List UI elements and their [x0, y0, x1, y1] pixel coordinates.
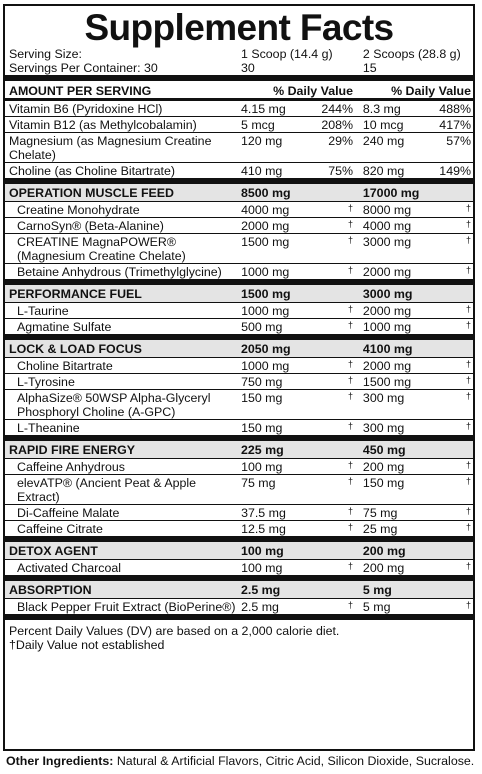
- other-ingredients-text: Natural & Artificial Flavors, Citric Acid, Silicon Dioxide, Sucralose.: [113, 754, 475, 768]
- ingredient-row: [5, 559, 473, 575]
- ingredient-amount-2: [363, 506, 473, 520]
- ingredient-name: CREATINE MagnaPOWER® (Magnesium Creatine Chelate): [17, 235, 186, 263]
- ingredient-amount-1: [241, 320, 355, 334]
- dagger-mark: †: [348, 600, 354, 610]
- dagger-mark: †: [348, 219, 354, 229]
- dagger-mark: †: [465, 421, 471, 431]
- ingredient-amount-1-value: 12.5 mg: [241, 522, 286, 536]
- dagger-mark: †: [465, 391, 471, 401]
- dagger-mark: †: [465, 359, 471, 369]
- amount-2: [363, 134, 473, 148]
- vitamin-row: [5, 116, 473, 132]
- ingredient-amount-1: [241, 203, 355, 217]
- daily-value-2: 57%: [446, 134, 471, 148]
- blend-name: DETOX AGENT: [9, 544, 98, 558]
- ingredient-amount-2: [363, 421, 473, 435]
- nutrient-name: Vitamin B6 (Pyridoxine HCl): [9, 102, 163, 116]
- ingredient-amount-2: [363, 391, 473, 405]
- ingredient-amount-2-value: 5 mg: [362, 600, 391, 614]
- dagger-mark: †: [348, 375, 354, 385]
- blend-amount-1: 2050 mg: [241, 342, 291, 356]
- ingredient-amount-1: [241, 522, 355, 536]
- ingredient-amount-2: [363, 600, 473, 614]
- ingredient-amount-2-value: 200 mg: [362, 561, 405, 575]
- amount-2: [363, 118, 473, 132]
- ingredient-amount-2: [363, 320, 473, 334]
- blend-header-row: [5, 575, 473, 598]
- serving-size-1: 1 Scoop (14.4 g): [241, 47, 333, 61]
- servings-per-container-1: 30: [241, 61, 255, 75]
- ingredient-amount-2-value: 2000 mg: [362, 304, 412, 318]
- dagger-mark: †: [348, 391, 354, 401]
- dagger-mark: †: [465, 235, 471, 245]
- amount-2-value: 10 mcg: [362, 118, 404, 132]
- ingredient-name: CarnoSyn® (Beta-Alanine): [17, 219, 164, 233]
- ingredient-name: Agmatine Sulfate: [17, 320, 112, 334]
- ingredient-row: [5, 201, 473, 217]
- dagger-mark: †: [348, 235, 354, 245]
- servings-per-container-label: Servings Per Container: 30: [9, 61, 158, 75]
- ingredient-name: Betaine Anhydrous (Trimethylglycine): [17, 265, 222, 279]
- ingredient-row: [5, 373, 473, 389]
- blend-amount-2: 200 mg: [362, 544, 406, 558]
- ingredient-amount-1-value: 2.5 mg: [241, 600, 279, 614]
- blend-amount-2: 5 mg: [362, 583, 392, 597]
- ingredient-amount-1-value: 150 mg: [241, 421, 283, 435]
- dagger-mark: †: [465, 506, 471, 516]
- dagger-mark: †: [348, 476, 354, 486]
- blend-amount-1: 1500 mg: [241, 287, 291, 301]
- blend-amount-1: 8500 mg: [241, 186, 291, 200]
- ingredient-amount-1-value: 100 mg: [241, 460, 283, 474]
- ingredient-amount-2-value: 300 mg: [362, 421, 405, 435]
- ingredient-name: L-Taurine: [17, 304, 69, 318]
- ingredient-amount-1: [241, 265, 355, 279]
- blend-header-row: [5, 536, 473, 559]
- ingredient-row: [5, 389, 473, 419]
- ingredient-name: Black Pepper Fruit Extract (BioPerine®): [17, 600, 236, 614]
- ingredient-amount-1-value: 1000 mg: [241, 359, 290, 373]
- dagger-mark: †: [348, 359, 354, 369]
- dagger-mark: †: [465, 600, 471, 610]
- dagger-mark: †: [465, 476, 471, 486]
- ingredient-amount-2-value: 1500 mg: [362, 375, 412, 389]
- ingredient-amount-2-value: 2000 mg: [362, 265, 412, 279]
- ingredient-amount-2: [363, 203, 473, 217]
- footer-notes: [5, 614, 473, 652]
- blend-name: ABSORPTION: [9, 583, 92, 597]
- ingredient-name: Activated Charcoal: [17, 561, 121, 575]
- ingredient-amount-2: [363, 460, 473, 474]
- daily-value-2: 417%: [439, 118, 471, 132]
- ingredient-amount-1-value: 100 mg: [241, 561, 283, 575]
- ingredient-amount-2-value: 4000 mg: [362, 219, 412, 233]
- blend-name: OPERATION MUSCLE FEED: [9, 186, 174, 200]
- ingredient-row: [5, 458, 473, 474]
- nutrient-name: Magnesium (as Magnesium Creatine Chelate): [9, 134, 212, 162]
- daily-value-1: 208%: [321, 118, 354, 132]
- ingredient-row: [5, 233, 473, 263]
- blend-amount-1: 2.5 mg: [241, 583, 281, 597]
- daily-value-1: 244%: [321, 102, 354, 116]
- ingredient-amount-1-value: 75 mg: [241, 476, 276, 490]
- ingredient-row: [5, 357, 473, 373]
- blend-header-row: [5, 435, 473, 458]
- ingredient-amount-1-value: 750 mg: [241, 375, 283, 389]
- ingredient-amount-1-value: 1000 mg: [241, 304, 290, 318]
- ingredient-row: [5, 263, 473, 279]
- dagger-mark: †: [348, 304, 354, 314]
- dagger-mark: †: [465, 561, 471, 571]
- dagger-note: †Daily Value not established: [9, 638, 165, 652]
- ingredient-amount-2-value: 3000 mg: [362, 235, 412, 249]
- dagger-mark: †: [465, 320, 471, 330]
- ingredient-name: Choline Bitartrate: [17, 359, 113, 373]
- ingredient-amount-1-value: 150 mg: [241, 391, 283, 405]
- amount-per-serving-label: AMOUNT PER SERVING: [9, 84, 152, 98]
- dagger-mark: †: [348, 265, 354, 275]
- servings-per-container-row: [5, 61, 473, 75]
- dagger-mark: †: [465, 460, 471, 470]
- daily-value-1: 29%: [328, 134, 354, 148]
- daily-value-header-1: % Daily Value: [273, 84, 354, 98]
- ingredient-amount-1: [241, 421, 355, 435]
- ingredient-name: Di-Caffeine Malate: [17, 506, 120, 520]
- ingredient-amount-2-value: 150 mg: [362, 476, 405, 490]
- ingredient-name: Creatine Monohydrate: [17, 203, 140, 217]
- ingredient-amount-2-value: 2000 mg: [362, 359, 412, 373]
- blend-header-row: [5, 334, 473, 357]
- dagger-mark: †: [348, 561, 354, 571]
- vitamin-row: [5, 162, 473, 178]
- blend-name: LOCK & LOAD FOCUS: [9, 342, 142, 356]
- ingredient-amount-2: [363, 476, 473, 490]
- dagger-mark: †: [465, 375, 471, 385]
- ingredient-amount-2-value: 300 mg: [362, 391, 405, 405]
- ingredient-amount-2-value: 25 mg: [362, 522, 398, 536]
- dagger-mark: †: [348, 203, 354, 213]
- ingredient-amount-2: [363, 522, 473, 536]
- blend-header-row: [5, 178, 473, 201]
- ingredient-row: [5, 217, 473, 233]
- ingredient-amount-1: [241, 476, 355, 490]
- dagger-mark: †: [465, 219, 471, 229]
- blend-amount-2: 3000 mg: [362, 287, 413, 301]
- blend-name: PERFORMANCE FUEL: [9, 287, 142, 301]
- ingredient-amount-2: [363, 219, 473, 233]
- servings-per-container-2: 15: [362, 61, 377, 75]
- other-ingredients-label: Other Ingredients:: [6, 754, 114, 768]
- amount-2-value: 820 mg: [362, 164, 405, 178]
- nutrient-name: Choline (as Choline Bitartrate): [9, 164, 175, 178]
- blend-amount-1: 225 mg: [241, 443, 284, 457]
- ingredient-amount-1: [241, 460, 355, 474]
- amount-1: [241, 134, 355, 148]
- vitamin-row: [5, 132, 473, 162]
- amount-2-value: 8.3 mg: [362, 102, 401, 116]
- serving-size-row: [5, 47, 473, 61]
- vitamin-row: [5, 98, 473, 116]
- ingredient-amount-2: [363, 265, 473, 279]
- dagger-mark: †: [465, 304, 471, 314]
- serving-size-2: 2 Scoops (28.8 g): [362, 47, 461, 61]
- dagger-mark: †: [465, 203, 471, 213]
- ingredient-name: L-Theanine: [17, 421, 80, 435]
- amount-2: [363, 102, 473, 116]
- ingredient-name: AlphaSize® 50WSP Alpha-Glyceryl Phosphoryl Choline (A-GPC): [17, 391, 211, 419]
- ingredient-row: [5, 302, 473, 318]
- ingredient-name: Caffeine Anhydrous: [17, 460, 125, 474]
- ingredient-amount-1-value: 1000 mg: [241, 265, 290, 279]
- dagger-mark: †: [348, 320, 354, 330]
- ingredient-amount-1: [241, 219, 355, 233]
- ingredient-amount-1: [241, 359, 355, 373]
- ingredient-amount-2-value: 200 mg: [362, 460, 405, 474]
- ingredient-row: [5, 504, 473, 520]
- vitamin-list: [5, 98, 473, 178]
- ingredient-amount-2: [363, 304, 473, 318]
- dagger-mark: †: [348, 421, 354, 431]
- ingredient-row: [5, 474, 473, 504]
- ingredient-amount-2-value: 75 mg: [362, 506, 398, 520]
- ingredient-amount-1-value: 37.5 mg: [241, 506, 286, 520]
- amount-header-row: [5, 75, 473, 98]
- amount-1-value: 5 mcg: [241, 118, 275, 132]
- ingredient-amount-1: [241, 391, 355, 405]
- ingredient-amount-1: [241, 561, 355, 575]
- amount-1-value: 120 mg: [241, 134, 283, 148]
- amount-2-value: 240 mg: [362, 134, 405, 148]
- daily-value-note: Percent Daily Values (DV) are based on a 2,000 calorie diet.: [9, 624, 340, 638]
- dagger-mark: †: [348, 460, 354, 470]
- ingredient-row: [5, 318, 473, 334]
- amount-1: [241, 164, 355, 178]
- ingredient-name: elevATP® (Ancient Peat & Apple Extract): [17, 476, 197, 504]
- ingredient-row: [5, 598, 473, 614]
- blend-name: RAPID FIRE ENERGY: [9, 443, 135, 457]
- dagger-mark: †: [465, 265, 471, 275]
- ingredient-name: L-Tyrosine: [17, 375, 75, 389]
- ingredient-amount-1: [241, 600, 355, 614]
- ingredient-amount-2: [363, 235, 473, 249]
- ingredient-amount-2-value: 1000 mg: [362, 320, 412, 334]
- blend-amount-1: 100 mg: [241, 544, 284, 558]
- supplement-facts-panel: [3, 4, 475, 751]
- blend-amount-2: 4100 mg: [362, 342, 413, 356]
- panel-title: Supplement Facts: [84, 7, 394, 48]
- blend-amount-2: 17000 mg: [362, 186, 420, 200]
- ingredient-amount-1-value: 4000 mg: [241, 203, 290, 217]
- amount-1: [241, 118, 355, 132]
- blend-amount-2: 450 mg: [362, 443, 406, 457]
- ingredient-row: [5, 419, 473, 435]
- amount-1-value: 410 mg: [241, 164, 283, 178]
- nutrient-name: Vitamin B12 (as Methylcobalamin): [9, 118, 197, 132]
- amount-1-value: 4.15 mg: [241, 102, 286, 116]
- blend-list: [5, 178, 473, 614]
- ingredient-amount-2: [363, 359, 473, 373]
- ingredient-amount-1-value: 1500 mg: [241, 235, 290, 249]
- ingredient-amount-2-value: 8000 mg: [362, 203, 412, 217]
- serving-size-label: Serving Size:: [9, 47, 83, 61]
- dagger-mark: †: [465, 522, 471, 532]
- dagger-mark: †: [348, 506, 354, 516]
- dagger-mark: †: [348, 522, 354, 532]
- daily-value-header-2: % Daily Value: [391, 84, 471, 98]
- ingredient-amount-1-value: 2000 mg: [241, 219, 290, 233]
- ingredient-row: [5, 520, 473, 536]
- ingredient-amount-2: [363, 375, 473, 389]
- ingredient-amount-2: [363, 561, 473, 575]
- blend-header-row: [5, 279, 473, 302]
- ingredient-amount-1: [241, 304, 355, 318]
- amount-2: [363, 164, 473, 178]
- ingredient-amount-1: [241, 375, 355, 389]
- ingredient-amount-1: [241, 235, 355, 249]
- other-ingredients: [6, 754, 476, 768]
- daily-value-1: 75%: [328, 164, 354, 178]
- amount-1: [241, 102, 355, 116]
- daily-value-2: 149%: [439, 164, 471, 178]
- daily-value-2: 488%: [439, 102, 471, 116]
- ingredient-amount-1-value: 500 mg: [241, 320, 283, 334]
- ingredient-amount-1: [241, 506, 355, 520]
- ingredient-name: Caffeine Citrate: [17, 522, 103, 536]
